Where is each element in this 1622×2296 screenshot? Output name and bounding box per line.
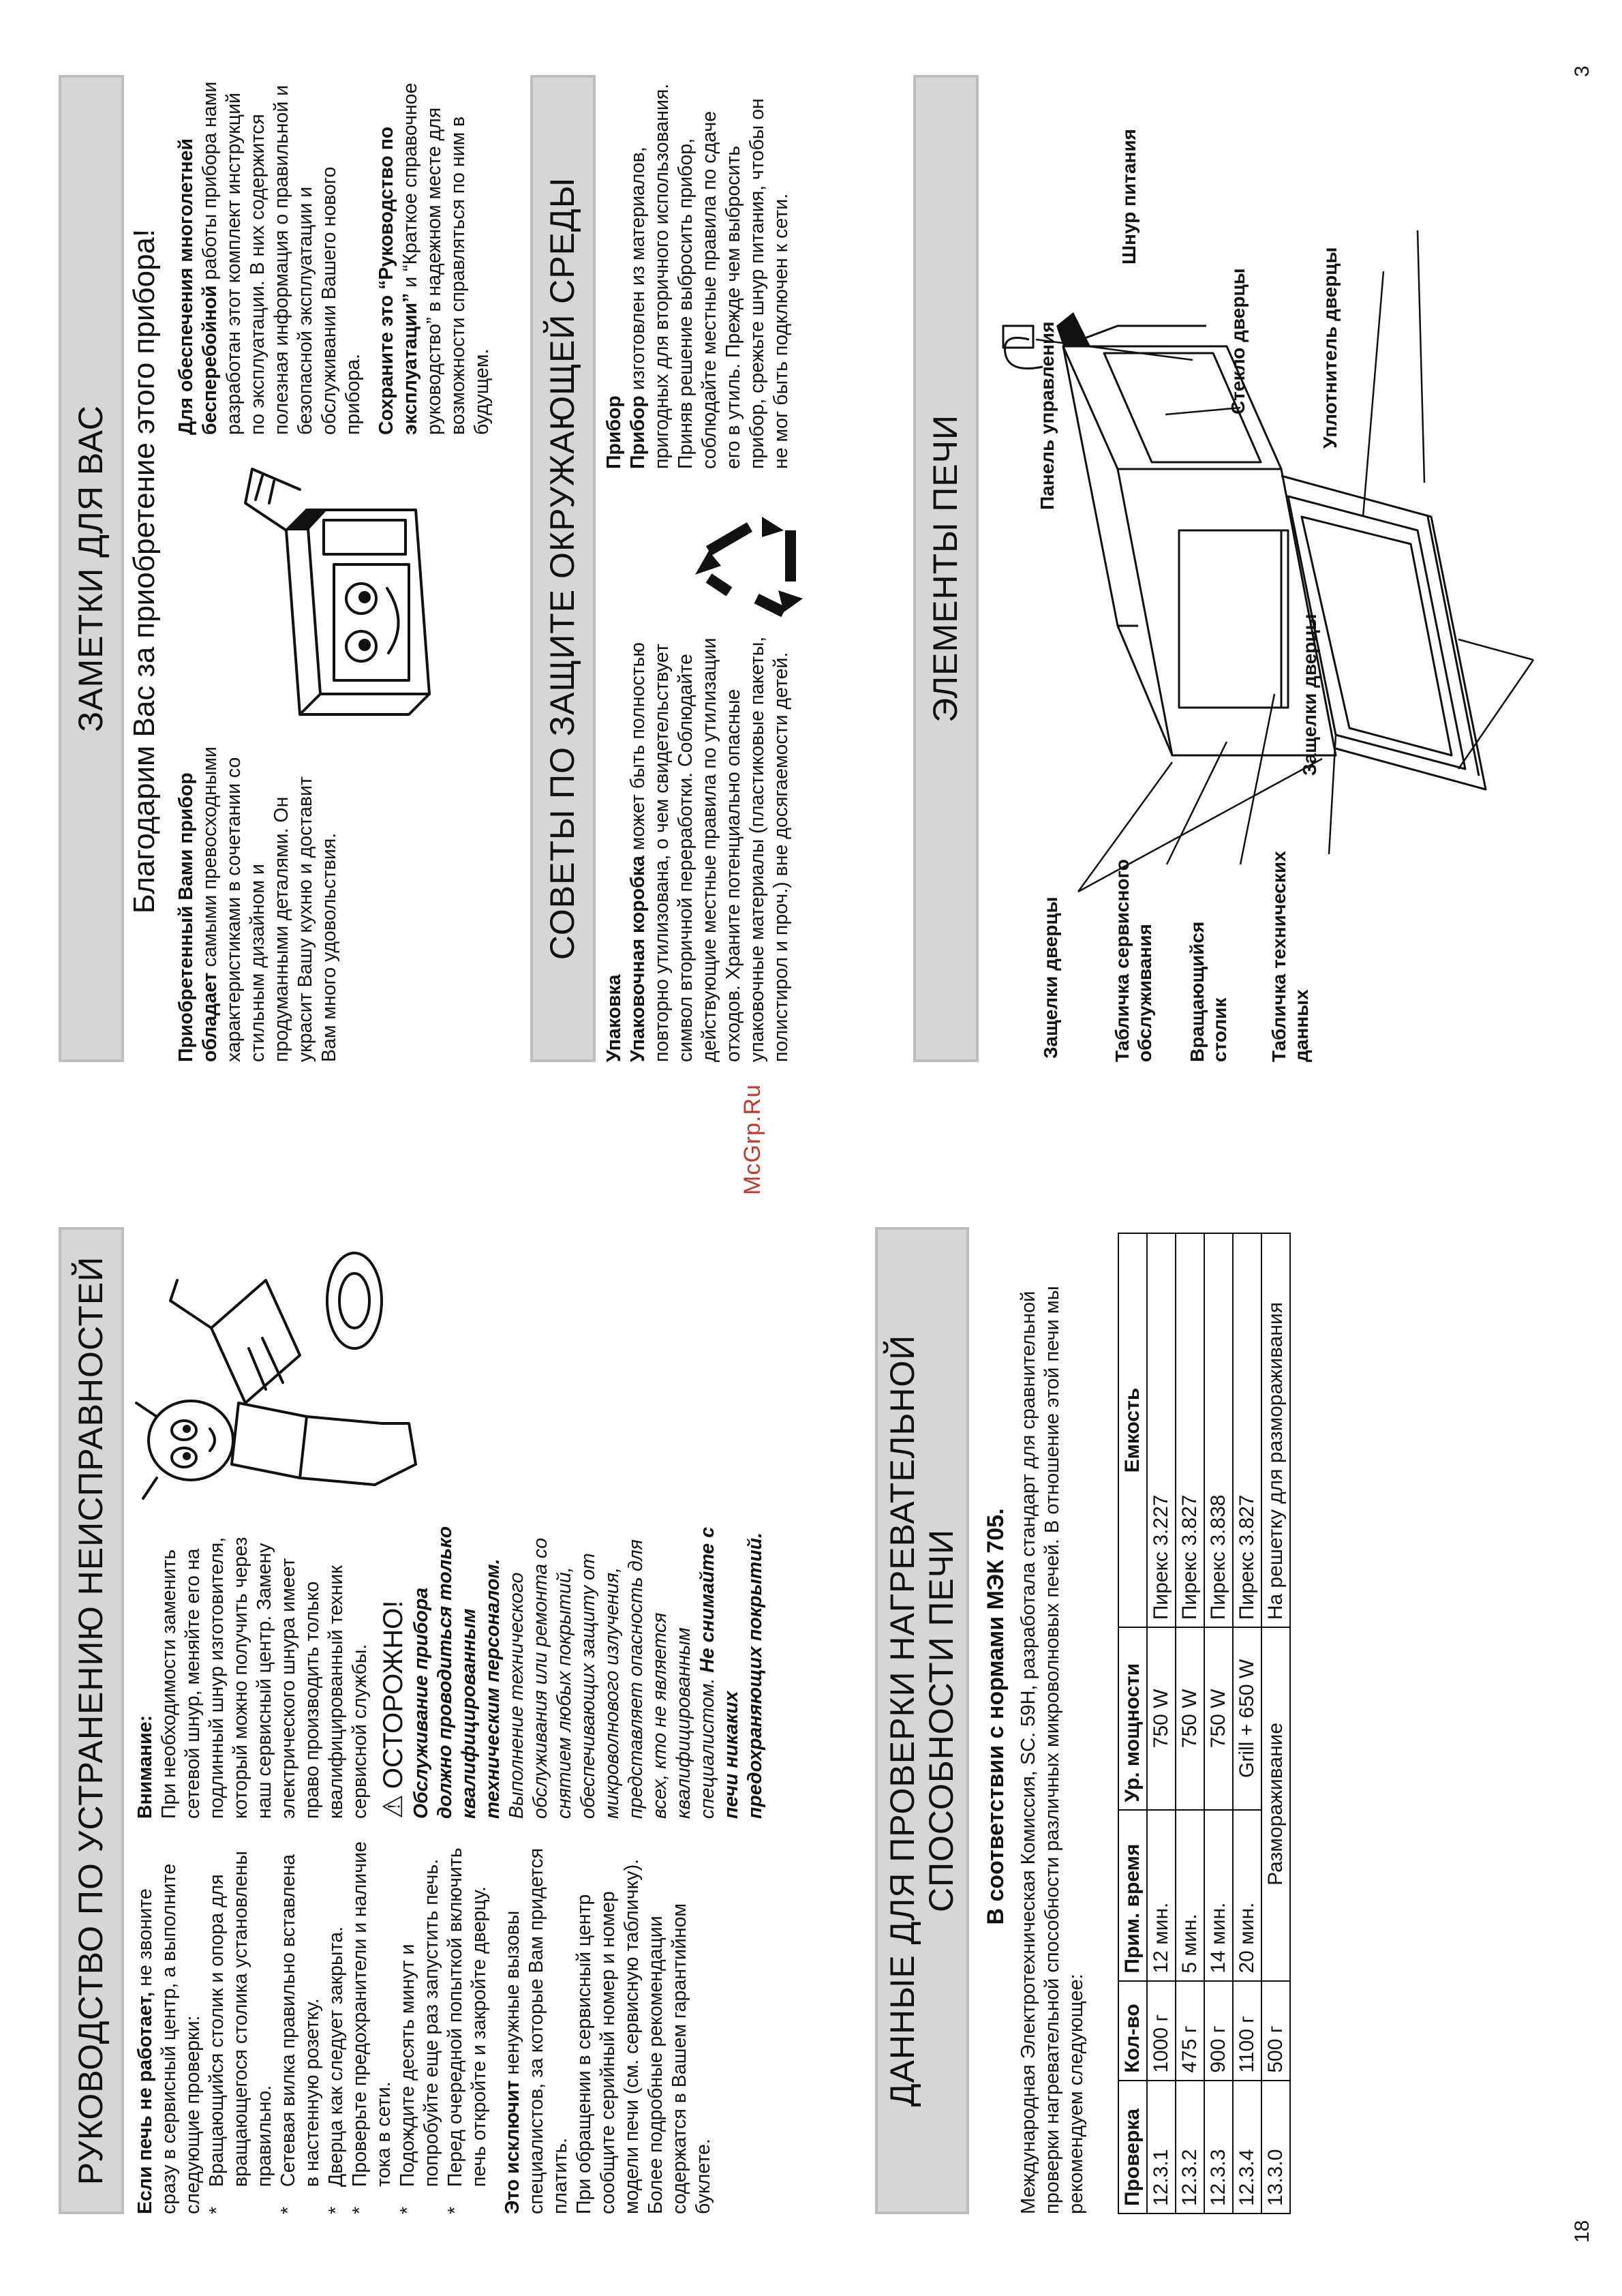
attention-block <box>134 1526 767 1819</box>
table-row: 12.3.3 900 г 14 мин. 750 W Пирекс 3.838 <box>1204 1233 1233 2214</box>
warning-icon: ⚠ <box>378 1794 408 1819</box>
notes-title: ЗАМЕТКИ ДЛЯ ВАС <box>59 75 124 1062</box>
heating-test-title: ДАННЫЕ ДЛЯ ПРОВЕРКИ НАГРЕВАТЕЛЬНОЙ СПОСОБНОСТИ ПЕЧИ <box>875 1227 969 2214</box>
page-number-left: 18 <box>1571 2220 1593 2243</box>
packaging-block <box>602 626 793 1062</box>
attention-title: Внимание: <box>134 1715 156 1819</box>
list-item: * Перед очередной попыткой включить печь откройте и закройте дверцу. <box>444 1841 491 2214</box>
list-item: * Сетевая вилка правильно вставлена в настенную розетку. <box>277 1841 324 2214</box>
microwave-mascot-illustration <box>225 449 443 735</box>
service-plate-label: Табличка сервисного обслуживания <box>1112 859 1155 1062</box>
list-item: * Дверца как следует закрыта. <box>324 1841 348 2214</box>
heating-test-table <box>1118 1233 1291 2214</box>
intro-paragraph: Если печь не работает, не звоните сразу в сервисный центр, а выполните следующие проверки: <box>134 1863 204 2214</box>
packaging-heading: Упаковка <box>603 974 625 1062</box>
caution-heading: ⚠ОСТОРОЖНО! <box>378 1600 408 1819</box>
column-header: Прим. время <box>1118 1810 1147 1981</box>
device-text: Прибор изготовлен из материалов, пригодных для вторичного использования. Приняв решение выбросить прибор, соблюдайте местные правила по сдаче его в утиль. Прежде чем выбросить прибор, срежьте шнур питания, чтобы он не мог быть подключен к сети. <box>627 83 792 469</box>
exclude-paragraph: Это исключит ненужные вызовы специалистов, за которые Вам придется платить. <box>502 1847 571 2214</box>
device-heading: Прибор <box>603 395 625 469</box>
troubleshooting-title: РУКОВОДСТВО ПО УСТРАНЕНИЮ НЕИСПРАВНОСТЕЙ <box>59 1227 124 2214</box>
troubleshooting-checks <box>134 1841 716 2214</box>
door-glass-label: Стекло дверцы <box>1227 268 1249 414</box>
list-item: * Проверьте предохранители и наличие тока в сети. <box>348 1841 396 2214</box>
table-row: 13.3.0 500 г Размораживание На решетку для размораживания <box>1261 1233 1290 2214</box>
repairman-illustration <box>129 1233 443 1505</box>
control-panel-label: Панель управления <box>1037 321 1058 510</box>
watermark: McGrp.Ru <box>739 1084 765 1195</box>
page-number-right: 3 <box>1571 65 1593 77</box>
table-row: 12.3.2 475 г 5 мин. 750 W Пирекс 3.827 <box>1176 1233 1204 2214</box>
column-header: Ур. мощности <box>1118 1627 1147 1809</box>
packaging-text: Упаковочная коробка может быть полностью повторно утилизована, о чем свидетельствует символ вторичной переработки. Соблюдайте действующие местные правила по утилизации отходов. Храните потенциально опасные упаковочные материалы (пластиковые пакеты, полистирол и проч.) вне досягаемости детей. <box>627 636 792 1062</box>
table-header-row <box>1118 1233 1147 2214</box>
caution-text: Обслуживание прибора должно проводиться только квалифицированным техническим персоналом. Выполнение технического обслуживания или ремонта со снятием любых покрытий, обеспечивающих защиту от микроволнового излучения, представляет опасность для всех, кто не является квалифицированным специалистом. Не снимайте с печи никаких предохраняющих покрытий. <box>410 1526 766 1819</box>
environment-title: СОВЕТЫ ПО ЗАЩИТЕ ОКРУЖАЮЩЕЙ СРЕДЫ <box>530 75 596 1062</box>
power-cord-label: Шнур питания <box>1118 128 1139 265</box>
table-row: 12.3.1 1000 г 12 мин. 750 W Пирекс 3.227 <box>1147 1233 1176 2214</box>
service-paragraph: При обращении в сервисный центр сообщите серийный номер и номер модели печи (см. сервисную табличку). Более подробные рекомендации содержатся в Вашем гарантийном буклете. <box>573 1858 714 2214</box>
notes-column-1: Приобретенный Вами прибор обладает самыми превосходными характеристиками в сочетании со стильным дизайном и продуманными деталями. Он украсит Вашу кухню и доставит Вам много удовольствия. <box>175 746 340 1062</box>
oven-elements-title: ЭЛЕМЕНТЫ ПЕЧИ <box>913 75 979 1062</box>
door-seal-label: Уплотнитель дверцы <box>1319 247 1341 449</box>
column-header: Кол-во <box>1118 1981 1147 2081</box>
notes-column-2: Для обеспечения многолетней бесперебойной работы прибора нами разработан этот комплект инструкций по эксплуатации. В них содержится полезная информация о правильной и безопасной эксплуатации и обслуживании Вашего нового прибора. Сохраните это “Руководство по эксплуатации” и “Краткое справочное руководство” в надежном месте для возможности справляться по ним в будущем. <box>175 81 493 435</box>
device-block <box>602 80 793 469</box>
attention-text: При необходимости заменить сетевой шнур, меняйте его на подлинный шнур изготовителя, который можно получить через наш сервисный центр. Замену электрического шнура имеет право производить только квалифицированный техник сервисной службы. <box>158 1537 371 1819</box>
door-latches-bottom-label: Защелки дверцы <box>1299 614 1320 776</box>
door-latches-top-label: Защелки дверцы <box>1040 896 1061 1059</box>
column-header: Проверка <box>1118 2081 1147 2214</box>
heating-subtitle: В соответствии с нормами МЭК 705. <box>983 1508 1009 1925</box>
table-row: 12.3.4 1100 г 20 мин. Grill + 650 W Пирекс 3.827 <box>1233 1233 1261 2214</box>
checks-list <box>205 1841 491 2214</box>
turntable-label: Вращающийся столик <box>1187 921 1230 1062</box>
list-item: * Вращающийся столик и опора для вращающегося столика установлены правильно. <box>205 1841 277 2214</box>
heating-paragraph: Международная Электротехническая Комиссия, SC. 59H, разработала стандарт для сравнительной проверки нагревательной способности различных микроволновых печей. В отношение этой печи мы рекомендуем следующее: <box>1017 1286 1087 2214</box>
list-item: * Подождите десять минут и попробуйте еще раз запустить печь. <box>396 1841 444 2214</box>
tech-plate-label: Табличка технических данных <box>1268 851 1312 1062</box>
recycling-icon <box>682 489 825 639</box>
column-header: Емкость <box>1118 1233 1147 1627</box>
thanks-heading: Благодарим Вас за приобретение этого прибора! <box>127 228 161 914</box>
